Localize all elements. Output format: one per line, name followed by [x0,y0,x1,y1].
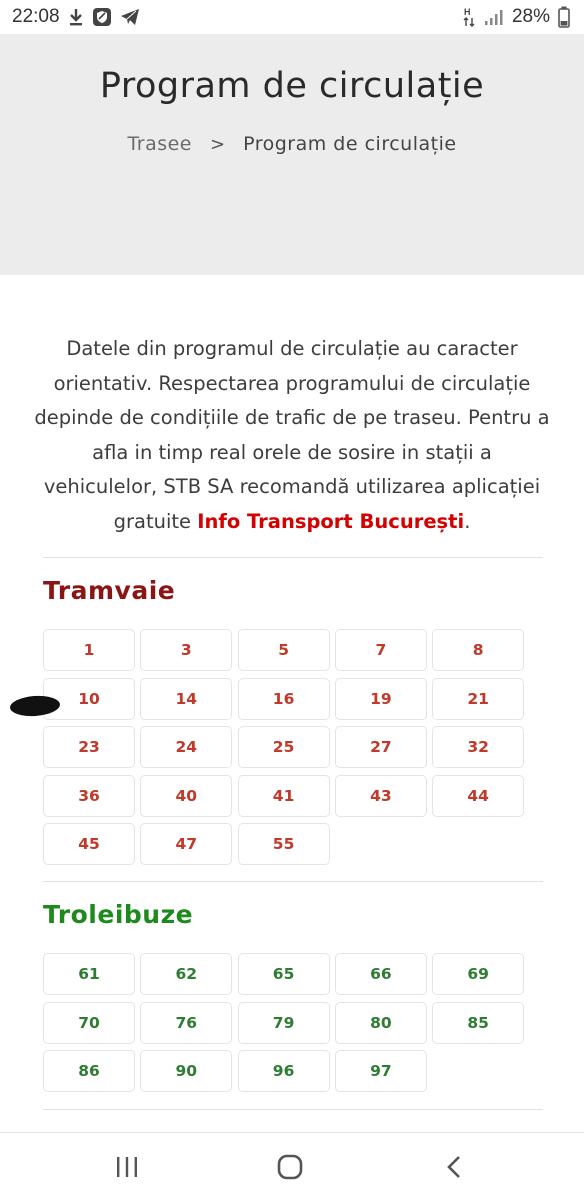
route-button[interactable]: 23 [43,726,135,768]
tramvaie-title: Tramvaie [43,576,176,605]
recent-apps-icon[interactable] [97,1147,157,1187]
back-icon[interactable] [424,1147,484,1187]
route-button[interactable]: 90 [140,1050,232,1092]
intro-tail: . [464,509,471,533]
route-button[interactable]: 19 [335,678,427,720]
route-button[interactable]: 27 [335,726,427,768]
route-button[interactable]: 25 [238,726,330,768]
breadcrumb [0,133,584,155]
route-button[interactable]: 8 [432,629,524,671]
svg-text:H: H [463,7,471,17]
route-button[interactable]: 69 [432,953,524,995]
info-transport-link[interactable]: Info Transport București [197,509,465,533]
telegram-icon [120,8,140,26]
page-title: Program de circulație [99,66,485,106]
route-button[interactable]: 14 [140,678,232,720]
intro-text [34,332,550,539]
route-button[interactable]: 66 [335,953,427,995]
battery-percentage: 28% [511,6,550,27]
route-button[interactable]: 44 [432,775,524,817]
route-button[interactable]: 55 [238,823,330,865]
troleibuze-title: Troleibuze [43,900,194,929]
divider [43,557,543,558]
download-icon [68,8,84,26]
intro-body: Datele din programul de circulație au caracter orientativ. Respectarea programului de circulație depinde de condițiile de trafic de pe traseu. Pentru a afla in timp real orele de sosire in stații a vehiculelor, STB SA recomandă utilizarea aplicației gratuite [34,337,550,533]
route-button[interactable]: 21 [432,678,524,720]
route-button[interactable]: 79 [238,1002,330,1044]
clock: 22:08 [12,6,60,27]
route-button[interactable]: 36 [43,775,135,817]
page-header [0,34,584,275]
route-button[interactable]: 76 [140,1002,232,1044]
route-button[interactable]: 43 [335,775,427,817]
route-button[interactable]: 32 [432,726,524,768]
signal-icon [484,8,504,26]
route-button[interactable]: 47 [140,823,232,865]
route-button[interactable]: 7 [335,629,427,671]
status-bar-left [12,6,140,28]
route-button[interactable]: 96 [238,1050,330,1092]
route-button[interactable]: 5 [238,629,330,671]
route-button[interactable]: 10 [43,678,135,720]
status-bar [0,0,584,34]
route-button[interactable]: 62 [140,953,232,995]
breadcrumb-link-trasee[interactable]: Trasee [127,133,192,155]
chevron-right-icon: > [210,133,226,155]
route-button[interactable]: 24 [140,726,232,768]
divider [43,1109,543,1110]
shield-app-icon [92,7,112,27]
route-button[interactable]: 70 [43,1002,135,1044]
navigation-bar [0,1132,584,1200]
route-button[interactable]: 97 [335,1050,427,1092]
status-bar-right [462,6,570,28]
route-button[interactable]: 86 [43,1050,135,1092]
route-button[interactable]: 65 [238,953,330,995]
route-button[interactable]: 40 [140,775,232,817]
route-button[interactable]: 61 [43,953,135,995]
home-icon[interactable] [260,1147,320,1187]
route-button[interactable]: 3 [140,629,232,671]
route-button[interactable]: 85 [432,1002,524,1044]
data-transfer-icon [462,6,476,28]
battery-icon [558,6,570,28]
route-button[interactable]: 41 [238,775,330,817]
route-button[interactable]: 1 [43,629,135,671]
route-button[interactable]: 45 [43,823,135,865]
route-button[interactable]: 80 [335,1002,427,1044]
breadcrumb-current: Program de circulație [243,133,457,155]
route-button[interactable]: 16 [238,678,330,720]
divider [43,881,543,882]
